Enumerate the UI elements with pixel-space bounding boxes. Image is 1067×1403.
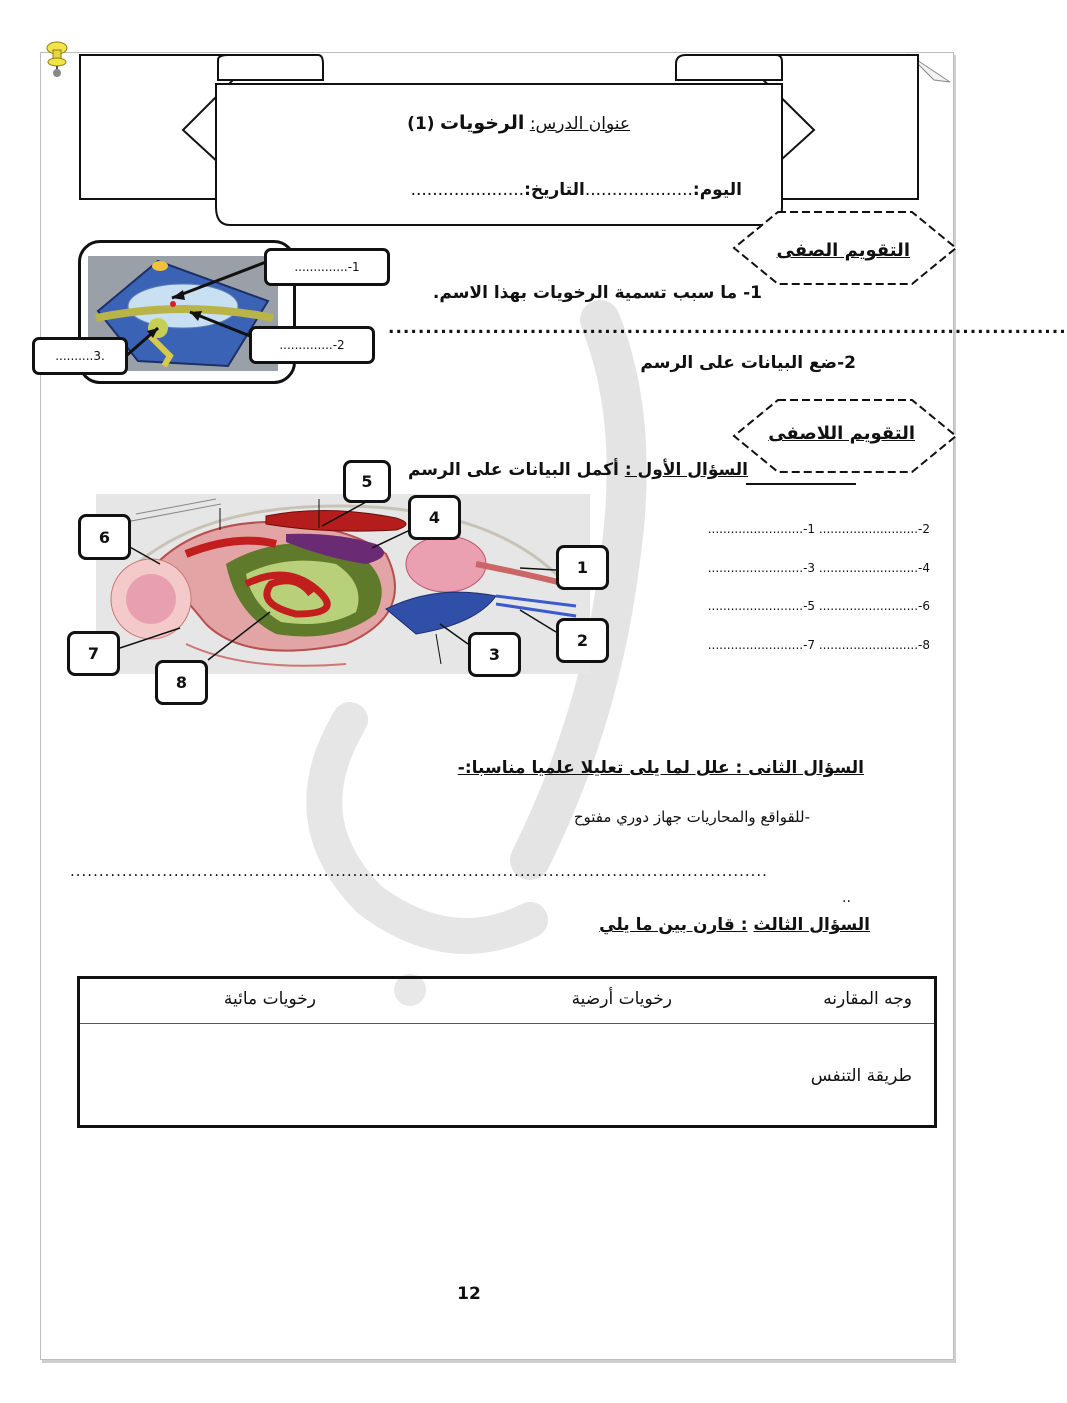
table-header-aspect: وجه المقارنه bbox=[823, 989, 912, 1009]
question-two-statement: -للقواقع والمحاريات جهاز دوري مفتوح bbox=[573, 808, 810, 826]
diagram-number-5: 5 bbox=[343, 460, 391, 503]
question-two-answer-dots: ......................................................................................................................... bbox=[70, 862, 768, 880]
question-1-answer-dots: ........................................................................................... bbox=[388, 318, 1067, 338]
diagram-number-7: 7 bbox=[67, 631, 120, 676]
date-line: اليوم:....................التاريخ:..................... bbox=[410, 180, 742, 200]
answer-line: .........................-7 ..........................-8 bbox=[707, 638, 930, 652]
label-box-3: ..........3. bbox=[32, 337, 128, 375]
table-header-water: رخويات مائية bbox=[223, 989, 316, 1009]
diagram-number-2: 2 bbox=[556, 618, 609, 663]
diagram-number-6: 6 bbox=[78, 514, 131, 560]
table-cell-aspect: طريقة التنفس bbox=[810, 1066, 912, 1086]
homework-q1-underline bbox=[746, 483, 856, 485]
homework-q1-title: السؤال الأول : أكمل البيانات على الرسم bbox=[407, 460, 748, 480]
answer-line: .........................-1 ..........................-2 bbox=[707, 522, 930, 536]
question-two-title: السؤال الثانى : علل لما يلى تعليلا علميا مناسبا:- bbox=[457, 758, 864, 778]
table-cell-land[interactable] bbox=[500, 1066, 672, 1088]
question-2-text: 2-ضع البيانات على الرسم bbox=[640, 353, 856, 373]
label-box-1: ..............-1 bbox=[264, 248, 390, 286]
question-two-answer-dots-end: .. bbox=[842, 890, 851, 906]
answer-line: .........................-3 ..........................-4 bbox=[707, 561, 930, 575]
homework-badge: التقويم اللاصفى bbox=[768, 423, 915, 444]
lesson-title: عنوان الدرس: الرخويات (1) bbox=[407, 112, 630, 134]
table-header-land: رخويات أرضية bbox=[571, 989, 672, 1009]
diagram-number-8: 8 bbox=[155, 660, 208, 705]
answer-line: .........................-5 ..........................-6 bbox=[707, 599, 930, 613]
question-three-title: السؤال الثالث : قارن بين ما يلي bbox=[599, 915, 870, 935]
table-row bbox=[80, 1024, 934, 1125]
class-assessment-badge: التقويم الصفى bbox=[776, 240, 910, 261]
diagram-number-1: 1 bbox=[556, 545, 609, 590]
label-box-2: ..............-2 bbox=[249, 326, 375, 364]
table-header-row bbox=[80, 979, 934, 1024]
diagram-number-4: 4 bbox=[408, 495, 461, 540]
comparison-table bbox=[77, 976, 937, 1128]
page-number: 12 bbox=[457, 1284, 481, 1304]
question-1-text: 1- ما سبب تسمية الرخويات بهذا الاسم. bbox=[432, 283, 762, 303]
diagram-number-3: 3 bbox=[468, 632, 521, 677]
table-cell-water[interactable] bbox=[180, 1066, 352, 1088]
